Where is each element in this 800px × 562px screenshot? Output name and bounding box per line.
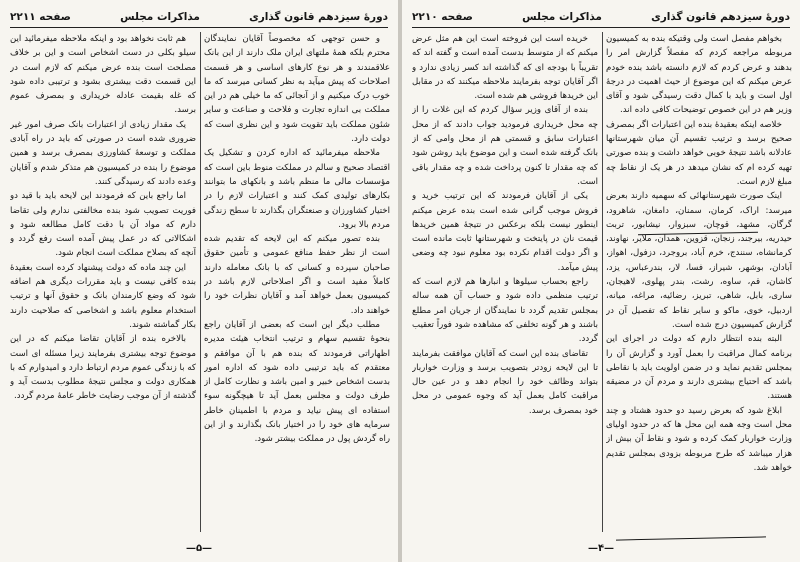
left-column-right [204, 32, 390, 532]
paragraph: اما راجع باین که فرمودند این لایحه باید با قید دو فوریت تصویب شود بنده مخالفتی ندارم ولی تقاضا دارم که مواد آن با دقت کامل مطالعه شود و اشکالاتی که در عمل پیش آمده است رفع گردد و آنچه که بصلاح مملکت است انجام شود. [10, 191, 196, 259]
paragraph: یکی از آقایان فرمودند که این ترتیب خرید و فروش موجب گرانی شده است بنده عرض میکنم اینطور نیست بلکه برعکس در نتیجهٔ همین خریدها قیمت نان در پایتخت و شهرستانها ثابت مانده است و اگر دولت اقدام نکرده بود معلوم نبود چه وضعی پیش میآمد. [412, 191, 598, 273]
paragraph: هم ثابت نخواهد بود و اینکه ملاحظه میفرمائید این سیلو بکلی در دست اشخاص است و این بر خلاف مصلحت است بنده عرض میکنم که لازم است در این قسمت دقت بیشتری بشود و ترتیبی داده شود که غله بقیمت عادله خریداری و بمصرف عموم برسد. [10, 34, 196, 116]
left-session: دورهٔ سیزدهم قانون گذاری [249, 11, 388, 23]
paragraph: بالاخره بنده از آقایان تقاضا میکنم که در این موضوع توجه بیشتری بفرمایند زیرا مسئله ای است که با زندگی عموم مردم ارتباط دارد و امیدوارم که با همکاری دولت و مجلس نتیجهٔ مطلوب بدست آید و گذشته از آن موجب رضایت خاطر عامهٔ مردم گردد. [10, 334, 196, 402]
paragraph: راجع بحساب سیلوها و انبارها هم لازم است که ترتیب منظمی داده شود و حساب آن همه ساله بمجلس تقدیم گردد تا نمایندگان از جریان امر مطلع باشند و هر گونه تخلفی که مشاهده شود فوراً تعقیب گردد. [412, 277, 598, 345]
left-column-divider [200, 32, 201, 532]
paragraph: ابلاغ شود که بعرض رسید دو حدود هشتاد و چند محل است وجه همه این محل ها که در حدود اولیای وزارت خواربار کمک کرده و شود و نقاط آن بیش از هزار میباشد که طرح مربوطه بزودی بمجلس تقدیم خواهد شد. [606, 405, 792, 473]
left-running-head [10, 8, 388, 26]
right-running-head [412, 8, 790, 26]
paragraph: یک مقدار زیادی از اعتبارات بانک صرف امور غیر ضروری شده است در صورتی که باید در راه آبادی مملکت و توسعهٔ کشاورزی بمصرف برسد و همین موضوع را بنده در کمیسیون هم متذکر شدم و آقایان وعده دادند که رسیدگی کنند. [10, 119, 196, 187]
right-page [402, 0, 800, 562]
right-column-divider [602, 32, 603, 532]
right-title: مذاکرات مجلس [522, 11, 602, 23]
left-folio: —۵— [185, 543, 213, 554]
paragraph: تقاضای بنده این است که آقایان موافقت بفرمایند تا این لایحه زودتر بتصویب برسد و وزارت خواربار بتواند وظائف خود را انجام دهد و در عین حال مراقبت کامل بعمل آید که وجوه عمومی در محل خود بمصرف برسد. [412, 348, 598, 416]
left-page-number: صفحه ۲۲۱۱ [10, 11, 71, 23]
paragraph: ملاحظه میفرمائید که اداره کردن و تشکیل یک اقتصاد صحیح و سالم در مملکت منوط باین است که مؤسسات مالی ما منظم باشد و بانکهای ما بتوانند بکارهای تولیدی کمک کنند و اعتبارات لازم را در اختیار کشاورزان و صنعتگران بگذارند تا سطح زندگی مردم بالا برود. [204, 148, 390, 230]
paragraph: و حسن توجهی که مخصوصاً آقایان نمایندگان محترم بلکه همهٔ ملتهای ایران ملک دارند از این بانک علاقمندند و هر نوع کارهای اساسی و هر قسمت اصلاحات که پیش میآید به نظر کسانی میرسد که ما خوب درک میکنیم و از آنجائی که ما خیلی هم در این مملکت بی اندازه تجارت و فلاحت و صناعت و سایر شئون مملکت باید تقویت شود و این نظری است که دولت دارد. [204, 34, 390, 145]
paragraph: مطلب دیگر این است که بعضی از آقایان راجع بنحوهٔ تقسیم سهام و ترتیب انتخاب هیئت مدیره اظهاراتی فرمودند که بنده هم با آن موافقم و معتقدم که باید ترتیبی داده شود که اداره امور بدست اشخاص خبیر و امین باشد و نظارت کامل از طرف دولت و مجلس بعمل آید تا هیچگونه سوء استفاده ای پیش نیاید و مردم با اطمینان خاطر سرمایه های خود را در اختیار بانک بگذارند و از این راه گردش پول در مملکت بیشتر شود. [204, 319, 390, 445]
right-head-rule [412, 27, 790, 28]
left-head-rule [10, 27, 388, 28]
paragraph: بخواهم مفصل است ولی وقتیکه بنده به کمیسیون مربوطه مراجعه کردم که مفصلاً گزارش امر را بدهند و عرض کردم که لازم دانسته باشد بنده خودم عرض میکنم که این موضوع از حیث اهمیت در درجهٔ اول است و باید با کمال دقت رسیدگی شود و آقای وزیر هم در این خصوص توضیحات کافی داده اند. [606, 34, 792, 116]
right-session: دورهٔ سیزدهم قانون گذاری [651, 11, 790, 23]
right-page-number: صفحه ۲۲۱۰ [412, 11, 473, 23]
left-page [0, 0, 398, 562]
paragraph: بنده از آقای وزیر سؤال کردم که این غلات را از چه محل خریداری فرمودید جواب دادند که از محل اعتبارات سابق و قسمتی هم از محل وامی که از بانک گرفته شده است و این موضوع باید روشن شود که چه مقدار تا کنون پرداخت شده و چه مقدار باقی است. [412, 105, 598, 187]
left-column-left [10, 32, 196, 532]
paragraph: خلاصه اینکه بعقیدهٔ بنده این اعتبارات اگر بمصرف صحیح برسد و ترتیب تقسیم آن میان شهرستانها عادلانه باشد نتیجهٔ خوبی خواهد داشت و بنده صورتی تهیه کرده ام که نشان میدهد در هر یک از نقاط چه مبلغ لازم است. [606, 119, 792, 187]
right-column-right [606, 32, 792, 532]
paragraph: این چند ماده که دولت پیشنهاد کرده است بعقیدهٔ بنده کافی نیست و باید مقررات دیگری هم اضافه شود که وضع کارمندان بانک و حقوق آنها و ترتیب استخدام معلوم باشد و اشخاصی که صلاحیت دارند بکار گماشته شوند. [10, 262, 196, 330]
pen-underline [616, 536, 766, 540]
right-folio: —۴— [587, 543, 615, 554]
paragraph: البته بنده انتظار دارم که دولت در اجرای این برنامه کمال مراقبت را بعمل آورد و گزارش آن را بمجلس تقدیم نماید و در ضمن اولویت باید با نقاطی باشد که احتیاج بیشتری دارند و مردم آن در مضیقه هستند. [606, 334, 792, 402]
paragraph: خریده است این فروخته است این هم مثل عرض میکنم که از متوسط بدست آمده است و گفته اند که تقریباً با بودجه ای که گذاشته اند کسر زیادی ندارد و اگر آقایان توجه بفرمایند ملاحظه میکنند که در مقابل این خریدها فروشی هم شده است. [412, 34, 598, 102]
right-column-left [412, 32, 598, 532]
paragraph: اینک صورت شهرستانهائی که سهمیه دارند بعرض میرسد: اراک، کرمان، سمنان، دامغان، شاهرود، گرگان، مشهد، قوچان، سبزوار، نیشابور، تربت حیدریه، بیرجند، زنجان، قزوین، همدان، ملایر، نهاوند، کرمانشاه، سنندج، خرم آباد، بروجرد، دزفول، اهواز، آبادان، بوشهر، شیراز، فسا، لار، بندرعباس، یزد، کاشان، قم، ساوه، رشت، بندر پهلوی، لاهیجان، ساری، بابل، شاهی، تبریز، رضائیه، مراغه، میانه، اردبیل، خوی، ماکو و سایر نقاط که تفصیل آن در گزارش کمیسیون درج شده است. [606, 191, 792, 330]
paragraph: بنده تصور میکنم که این لایحه که تقدیم شده است از نظر حفظ منافع عمومی و تأمین حقوق صاحبان سپرده و کسانی که با بانک معامله دارند کاملاً مفید است و اگر اصلاحاتی لازم باشد در کمیسیون بعمل خواهد آمد و آقایان نظرات خود را خواهند داد. [204, 234, 390, 316]
left-title: مذاکرات مجلس [120, 11, 200, 23]
